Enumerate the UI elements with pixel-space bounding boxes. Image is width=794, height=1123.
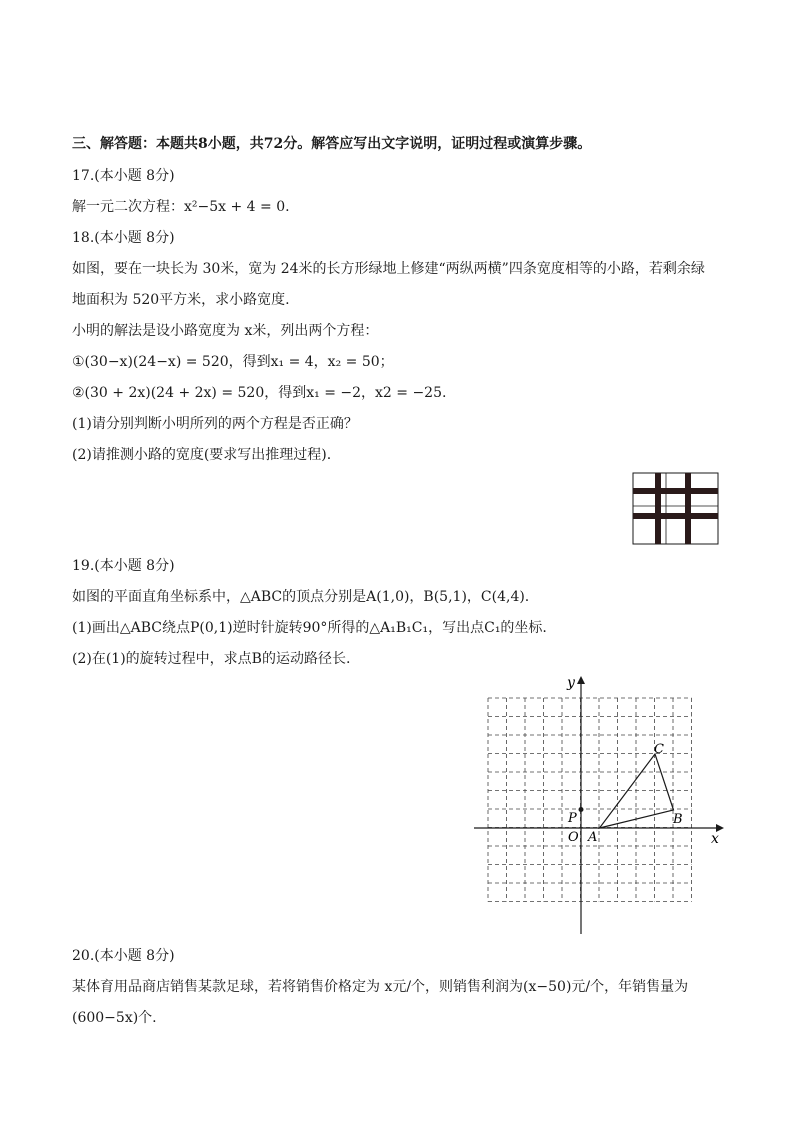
q19-part1: (1)画出△ABC绕点P(0,1)逆时针旋转90°所得的△A₁B₁C₁，写出点C₁的坐标. [72,620,547,636]
q20-text-line2: (600−5x)个. [72,1010,157,1026]
point-c-label: C [654,742,664,757]
field-outline [633,473,718,544]
x-axis-label: x [711,831,719,847]
horizontal-road [633,488,718,494]
dashed-grid [488,698,692,902]
q18-title: 18.(本小题 8分) [72,230,175,246]
q18-part2: (2)请推测小路的宽度(要求写出推理过程). [72,447,332,463]
horizontal-road [633,513,718,519]
q18-text-line2: 地面积为 520平方米，求小路宽度. [72,292,290,308]
point-a-label: A [588,830,598,845]
coordinate-grid-figure [470,672,730,940]
q18-equation-2: ②(30 + 2x)(24 + 2x) = 520，得到x₁ = −2，x2 = −25. [72,385,447,401]
vertical-road [655,473,661,544]
q20-title: 20.(本小题 8分) [72,948,175,964]
y-axis-arrow [577,676,585,684]
q17-equation: 解一元二次方程：x²−5x + 4 = 0. [72,199,290,215]
q18-text-line3: 小明的解法是设小路宽度为 x米，列出两个方程： [72,323,379,339]
triangle-abc [600,754,674,828]
vertical-road [685,473,691,544]
q20-text-line1: 某体育用品商店销售某款足球，若将销售价格定为 x元/个，则销售利润为(x−50)元/个，年销售量为 [72,979,689,995]
q17-title: 17.(本小题 8分) [72,168,175,184]
point-p [579,807,584,812]
q18-text-line1: 如图，要在一块长为 30米，宽为 24米的长方形绿地上修建“两纵两横”四条宽度相等的小路，若剩余绿 [72,261,705,277]
origin-label: O [568,830,579,845]
road-diagram-figure [632,472,720,546]
q18-equation-1: ①(30−x)(24−x) = 520，得到x₁ = 4，x₂ = 50； [72,354,394,370]
section-header: 三、解答题：本题共8小题，共72分。解答应写出文字说明，证明过程或演算步骤。 [72,136,592,152]
q19-part2: (2)在(1)的旋转过程中，求点B的运动路径长. [72,651,351,667]
q19-text-line1: 如图的平面直角坐标系中，△ABC的顶点分别是A(1,0)，B(5,1)，C(4,4). [72,589,530,605]
point-p-label: P [568,811,577,826]
point-b-label: B [673,812,683,827]
q18-part1: (1)请分别判断小明所列的两个方程是否正确？ [72,416,358,432]
q19-title: 19.(本小题 8分) [72,558,175,574]
y-axis-label: y [567,675,575,691]
